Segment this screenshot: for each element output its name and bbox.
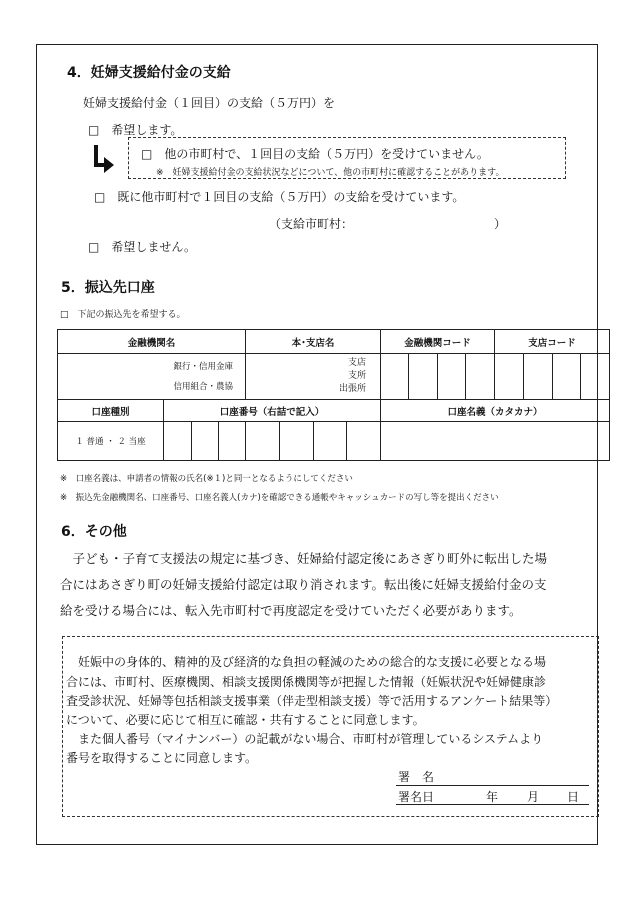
bank-type-2: 信用組合・農協 — [173, 381, 234, 392]
sign-date-month: 月 — [527, 790, 540, 804]
branch-name-cell[interactable] — [246, 354, 381, 400]
branch-type-3: 出張所 — [339, 384, 367, 394]
section4-intro: 妊婦支援給付金（１回目）の支給（５万円）を — [83, 96, 336, 110]
header-account-name: 口座名義（カタカナ） — [381, 400, 610, 422]
bank-account-table — [57, 329, 610, 461]
option-apply-checkbox[interactable]: □ 希望します。 — [88, 123, 183, 137]
option-not-received-checkbox[interactable]: □ 他の市町村で、１回目の支給（５万円）を受けていません。 — [141, 147, 489, 161]
account-note-1: ※ 口座名義は、申請者の情報の氏名(※１)と同一となるようにしてください — [60, 474, 353, 484]
sign-date-label: 署名日 — [398, 790, 435, 804]
account-number-digit[interactable] — [192, 422, 219, 461]
branch-type-1: 支店 — [348, 358, 367, 368]
account-type-options[interactable]: １ 普通 ・ ２ 当座 — [58, 422, 164, 461]
branch-code-digit[interactable] — [524, 354, 553, 400]
branch-type-2: 支所 — [348, 371, 367, 381]
arrow-down-icon — [92, 143, 118, 179]
sign-date-day: 日 — [567, 790, 580, 804]
account-number-digit[interactable] — [164, 422, 192, 461]
header-branch-name: 本･支店名 — [246, 330, 381, 354]
sign-date-line[interactable] — [396, 804, 589, 805]
account-name-input[interactable] — [381, 422, 610, 461]
bank-type-1: 銀行・信用金庫 — [173, 361, 234, 372]
consent-line5: また個人番号（マイナンバー）の記載がない場合、市町村が管理しているシステムより — [66, 732, 544, 746]
bank-name-cell[interactable] — [58, 354, 246, 400]
header-bank-code: 金融機関コード — [381, 330, 495, 354]
header-branch-code: 支店コード — [495, 330, 610, 354]
branch-code-digit[interactable] — [495, 354, 524, 400]
section6-para-line2: 合にはあさぎり町の妊婦支援給付認定は取り消されます。転出後に妊婦支援給付金の支 — [60, 577, 547, 592]
bank-code-digit[interactable] — [466, 354, 495, 400]
section4-heading: 4．妊婦支援給付金の支給 — [67, 65, 231, 81]
branch-code-digit[interactable] — [553, 354, 581, 400]
bank-code-digit[interactable] — [381, 354, 409, 400]
header-account-number: 口座番号（右詰で記入） — [164, 400, 381, 422]
bank-transfer-checkbox[interactable]: □ 下記の振込先を希望する。 — [60, 310, 186, 320]
account-number-digit[interactable] — [219, 422, 246, 461]
not-received-note: ※ 妊婦支援給付金の支給状況などについて、他の市町村に確認することがあります。 — [156, 168, 505, 178]
account-number-digits-group[interactable] — [246, 422, 381, 461]
consent-line2: 合には、市町村、医療機関、相談支援関係機関等が把握した情報（妊娠状況や妊婦健康診 — [66, 675, 547, 689]
bank-code-digit[interactable] — [409, 354, 438, 400]
section6-para-line3: 給を受ける場合には、転入先市町村で再度認定を受けていただく必要があります。 — [60, 603, 522, 618]
section5-heading: 5．振込先口座 — [61, 280, 155, 296]
consent-line3: 査受診状況、妊婦等包括相談支援事業（伴走型相談支援）等で活用するアンケート結果等） — [66, 694, 558, 708]
signature-label: 署 名 — [398, 770, 435, 784]
option-already-received-checkbox[interactable]: □ 既に他市町村で１回目の支給（５万円）の支給を受けています。 — [94, 190, 465, 204]
header-bank-name: 金融機関名 — [58, 330, 246, 354]
account-note-2: ※ 振込先金融機関名、口座番号、口座名義人(カナ)を確認できる通帳やキャッシュカードの写し等を提出ください — [60, 493, 499, 503]
section6-para-line1: 子ども・子育て支援法の規定に基づき、妊婦給付認定後にあさぎり町外に転出した場 — [60, 551, 548, 566]
consent-line4: について、必要に応じて相互に確認・共有することに同意します。 — [66, 713, 425, 727]
consent-line1: 妊娠中の身体的、精神的及び経済的な負担の軽減のための総合的な支援に必要となる場 — [66, 655, 547, 669]
header-account-type: 口座種別 — [58, 400, 164, 422]
branch-code-digit — [581, 354, 610, 400]
option-decline-checkbox[interactable]: □ 希望しません。 — [88, 240, 197, 254]
signature-line[interactable] — [396, 785, 589, 786]
sign-date-year: 年 — [486, 790, 499, 804]
municipality-label: （支給市町村： — [269, 217, 354, 231]
section6-heading: 6．その他 — [61, 524, 127, 540]
bank-code-digit[interactable] — [438, 354, 466, 400]
municipality-close: ） — [494, 217, 507, 231]
consent-line6: 番号を取得することに同意します。 — [66, 751, 258, 765]
